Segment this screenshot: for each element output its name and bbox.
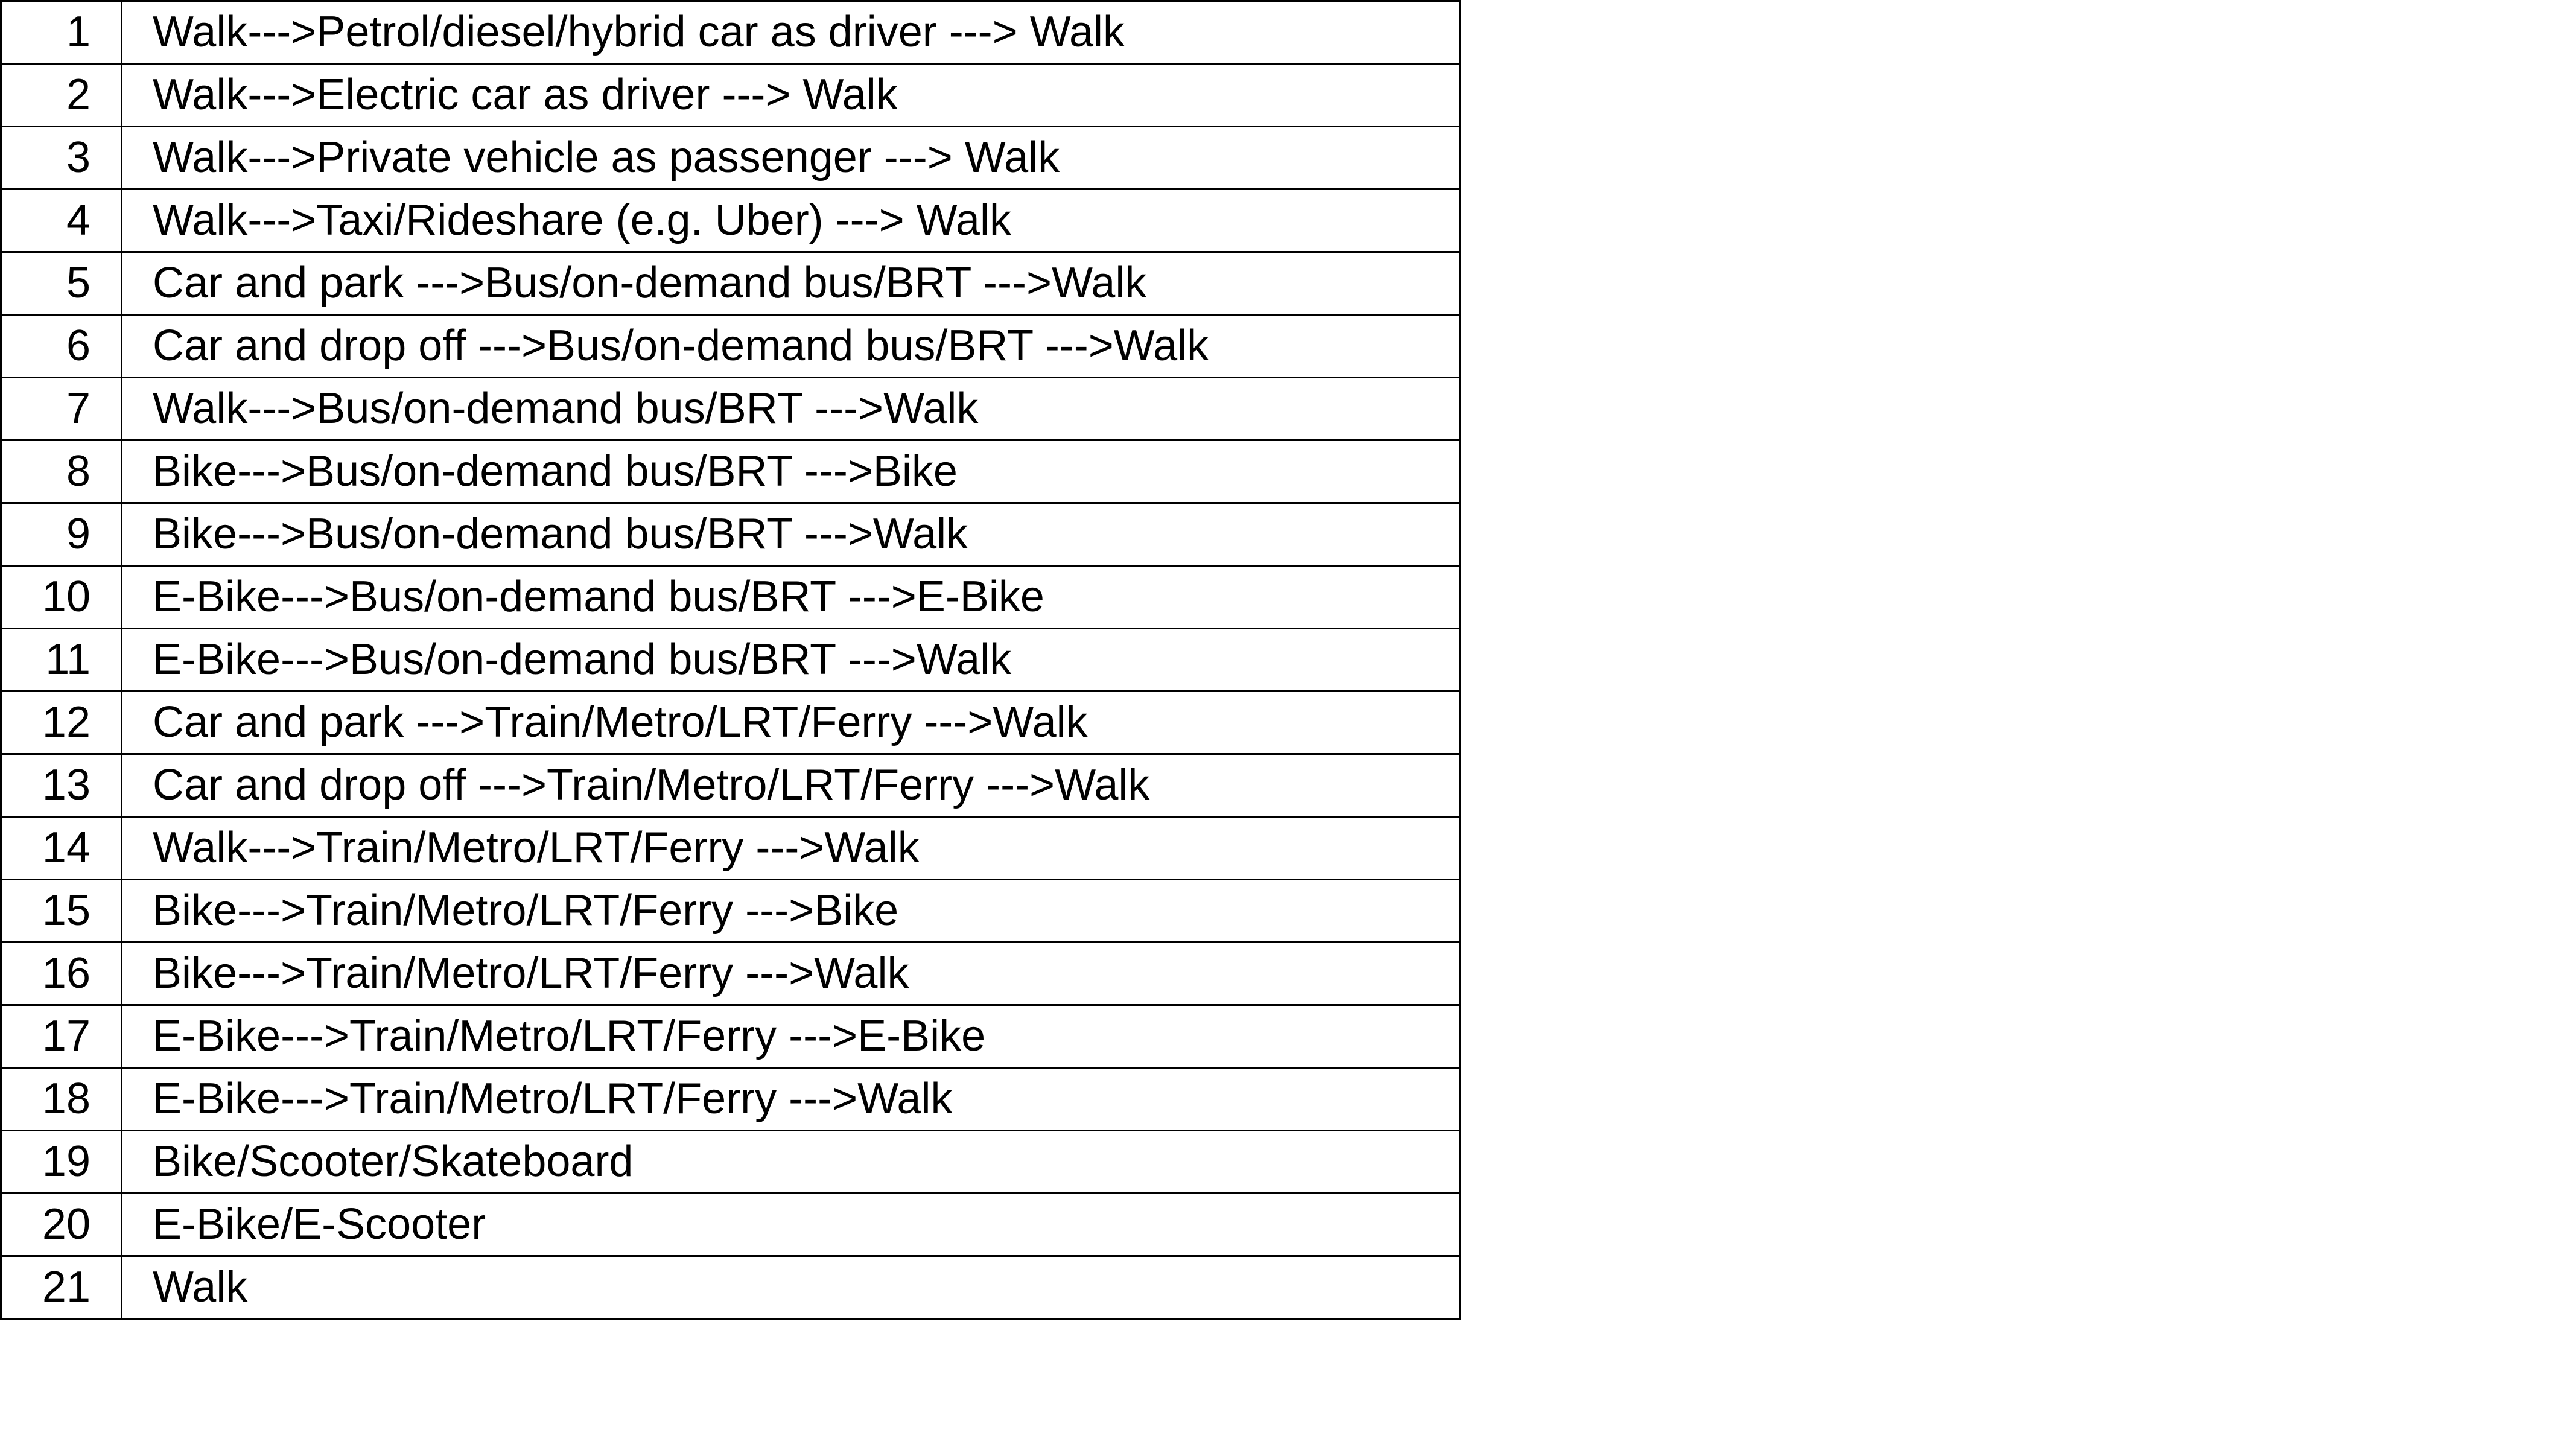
row-label: Walk--->Bus/on-demand bus/BRT --->Walk — [122, 378, 1460, 440]
table-row — [1, 64, 1460, 127]
row-label: Walk--->Train/Metro/LRT/Ferry --->Walk — [122, 817, 1460, 880]
row-number: 17 — [1, 1005, 122, 1068]
table-row — [1, 1131, 1460, 1194]
row-number: 8 — [1, 440, 122, 503]
table-row — [1, 566, 1460, 629]
table-row — [1, 1256, 1460, 1319]
row-label: Car and drop off --->Train/Metro/LRT/Ferry --->Walk — [122, 754, 1460, 817]
row-number: 18 — [1, 1068, 122, 1131]
row-number: 14 — [1, 817, 122, 880]
row-label: Bike/Scooter/Skateboard — [122, 1131, 1460, 1194]
row-number: 19 — [1, 1131, 122, 1194]
row-label: E-Bike--->Bus/on-demand bus/BRT --->E-Bike — [122, 566, 1460, 629]
row-number: 12 — [1, 691, 122, 754]
table-row — [1, 503, 1460, 566]
row-number: 15 — [1, 880, 122, 943]
table-row — [1, 315, 1460, 378]
table-row — [1, 440, 1460, 503]
table-row — [1, 252, 1460, 315]
row-number: 5 — [1, 252, 122, 315]
row-number: 16 — [1, 943, 122, 1005]
table-row — [1, 127, 1460, 189]
row-label: Bike--->Train/Metro/LRT/Ferry --->Bike — [122, 880, 1460, 943]
table-row — [1, 817, 1460, 880]
row-number: 9 — [1, 503, 122, 566]
table-row — [1, 880, 1460, 943]
row-number: 3 — [1, 127, 122, 189]
row-label: E-Bike--->Bus/on-demand bus/BRT --->Walk — [122, 629, 1460, 691]
row-number: 1 — [1, 1, 122, 64]
table-row — [1, 1, 1460, 64]
table-row — [1, 1194, 1460, 1256]
table-row — [1, 378, 1460, 440]
row-label: Car and park --->Bus/on-demand bus/BRT --->Walk — [122, 252, 1460, 315]
table-row — [1, 189, 1460, 252]
table-row — [1, 754, 1460, 817]
row-label: Walk--->Electric car as driver ---> Walk — [122, 64, 1460, 127]
row-label: Walk--->Taxi/Rideshare (e.g. Uber) ---> Walk — [122, 189, 1460, 252]
row-number: 7 — [1, 378, 122, 440]
table-row — [1, 691, 1460, 754]
row-number: 21 — [1, 1256, 122, 1319]
row-number: 10 — [1, 566, 122, 629]
row-label: E-Bike/E-Scooter — [122, 1194, 1460, 1256]
row-number: 13 — [1, 754, 122, 817]
row-label: Walk--->Private vehicle as passenger ---> Walk — [122, 127, 1460, 189]
row-number: 2 — [1, 64, 122, 127]
row-label: Bike--->Bus/on-demand bus/BRT --->Bike — [122, 440, 1460, 503]
row-label: Walk--->Petrol/diesel/hybrid car as driver ---> Walk — [122, 1, 1460, 64]
table-row — [1, 943, 1460, 1005]
row-label: E-Bike--->Train/Metro/LRT/Ferry --->Walk — [122, 1068, 1460, 1131]
table-row — [1, 1005, 1460, 1068]
row-number: 20 — [1, 1194, 122, 1256]
row-label: Car and drop off --->Bus/on-demand bus/BRT --->Walk — [122, 315, 1460, 378]
row-number: 4 — [1, 189, 122, 252]
table-row — [1, 629, 1460, 691]
row-label: Bike--->Bus/on-demand bus/BRT --->Walk — [122, 503, 1460, 566]
row-number: 6 — [1, 315, 122, 378]
row-label: Bike--->Train/Metro/LRT/Ferry --->Walk — [122, 943, 1460, 1005]
row-label: E-Bike--->Train/Metro/LRT/Ferry --->E-Bike — [122, 1005, 1460, 1068]
row-label: Walk — [122, 1256, 1460, 1319]
table-row — [1, 1068, 1460, 1131]
row-label: Car and park --->Train/Metro/LRT/Ferry --->Walk — [122, 691, 1460, 754]
row-number: 11 — [1, 629, 122, 691]
